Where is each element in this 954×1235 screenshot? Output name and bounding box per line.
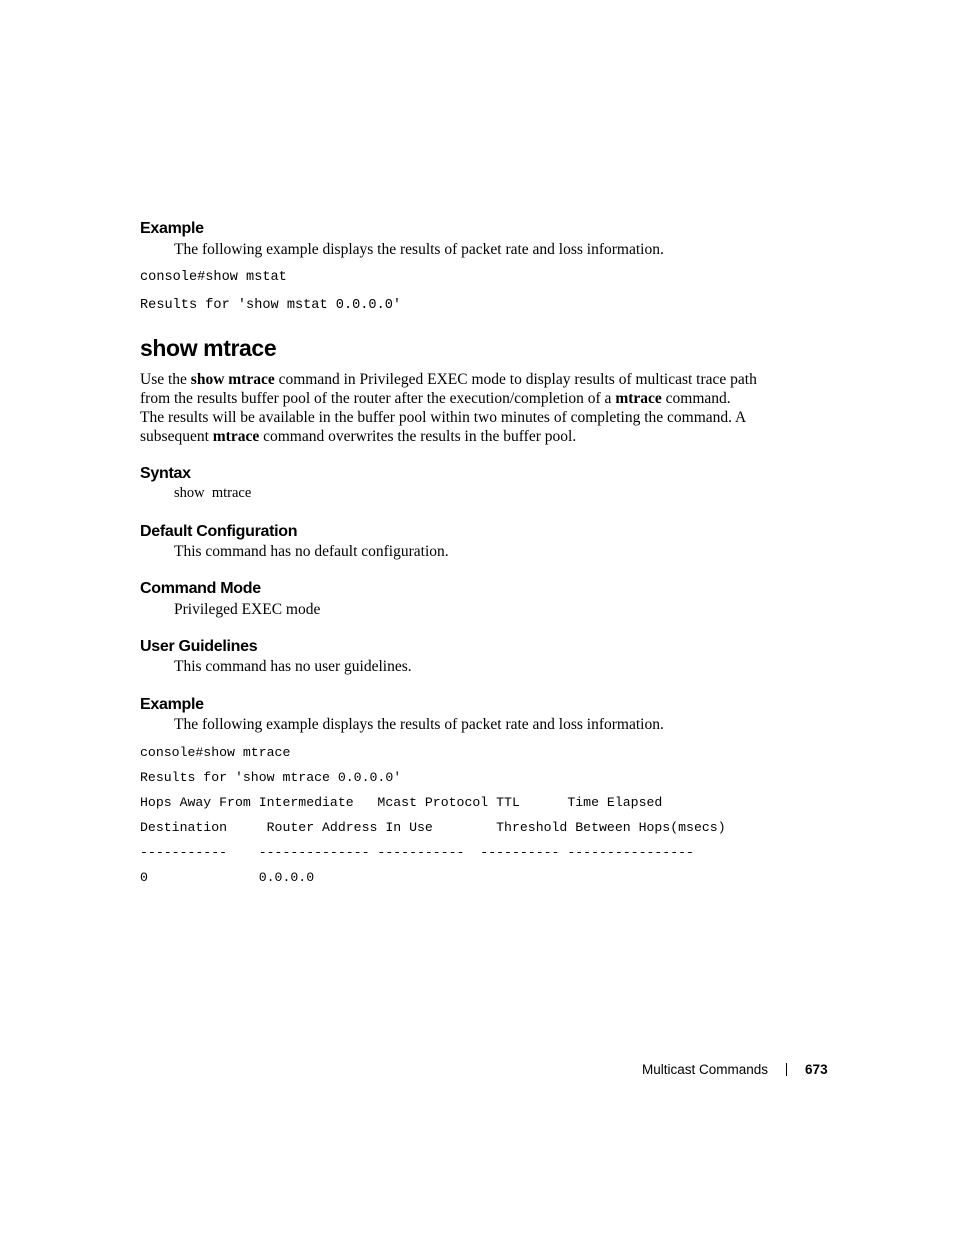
intro-line: The results will be available in the buffer pool within two minutes of completing the command. A (140, 409, 747, 426)
example-heading: Example (140, 696, 204, 713)
command-name: mtrace (615, 390, 662, 407)
code-line: ----------- -------------- ----------- ---------- ---------------- (140, 845, 694, 860)
user-guidelines-text: This command has no user guidelines. (174, 658, 412, 675)
code-line: Results for 'show mstat 0.0.0.0' (140, 298, 402, 313)
code-line: Destination Router Address In Use Threshold Between Hops(msecs) (140, 820, 726, 835)
default-config-heading: Default Configuration (140, 523, 298, 540)
page-number: 673 (805, 1062, 828, 1077)
intro-line: from the results buffer pool of the router after the execution/completion of a mtrace command. (140, 390, 731, 407)
intro-line: subsequent mtrace command overwrites the results in the buffer pool. (140, 428, 577, 445)
page-footer (642, 1061, 828, 1079)
footer-section-name: Multicast Commands (642, 1062, 769, 1077)
syntax-text: show mtrace (174, 485, 252, 501)
syntax-heading: Syntax (140, 465, 191, 482)
user-guidelines-heading: User Guidelines (140, 638, 258, 655)
code-line: 0 0.0.0.0 (140, 870, 315, 885)
command-mode-text: Privileged EXEC mode (174, 601, 321, 618)
example-heading: Example (140, 220, 204, 237)
default-config-text: This command has no default configuration. (174, 543, 449, 560)
example-description: The following example displays the results of packet rate and loss information. (174, 716, 664, 733)
code-line: Results for 'show mtrace 0.0.0.0' (140, 770, 402, 785)
command-name: show mtrace (190, 371, 275, 388)
example-description: The following example displays the results of packet rate and loss information. (174, 241, 664, 258)
command-mode-heading: Command Mode (140, 580, 261, 597)
intro-paragraph (140, 370, 760, 446)
code-line: Hops Away From Intermediate Mcast Protocol TTL Time Elapsed (140, 795, 663, 810)
footer-divider (786, 1063, 787, 1076)
command-name: mtrace (212, 428, 260, 445)
code-line: console#show mtrace (140, 745, 291, 760)
section-title: show mtrace (140, 335, 277, 361)
intro-line: Use the show mtrace command in Privileged EXEC mode to display results of multicast trace path (140, 371, 757, 388)
code-line: console#show mstat (140, 270, 287, 285)
